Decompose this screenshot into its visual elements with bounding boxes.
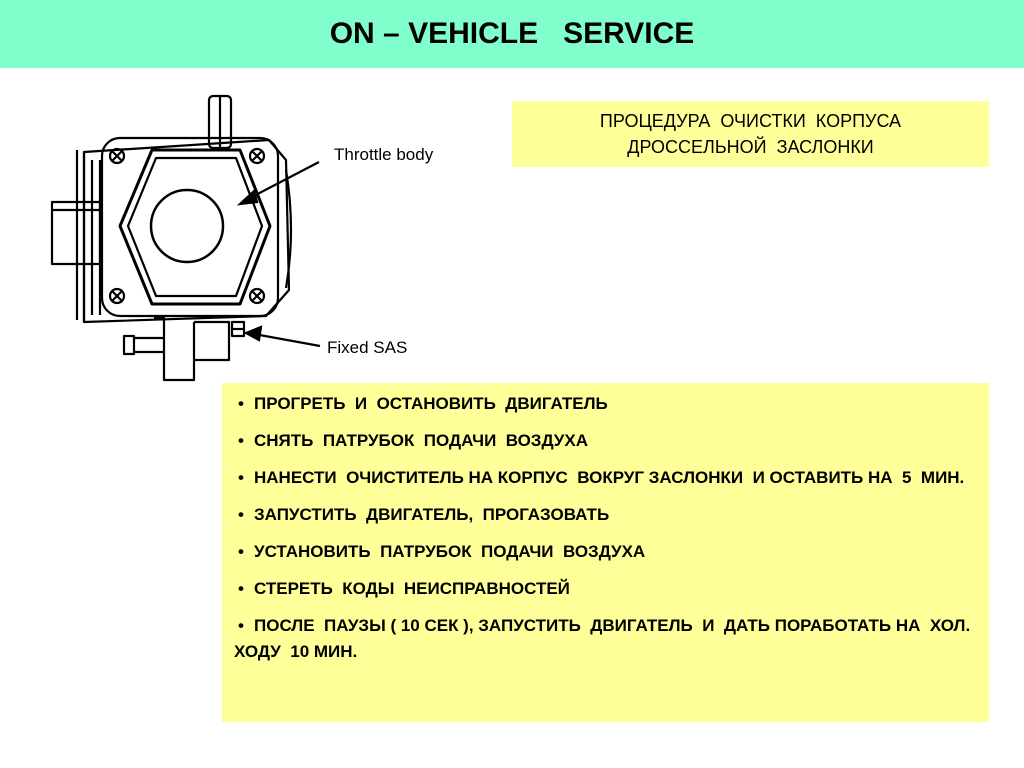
- throttle-body-diagram: [44, 90, 464, 385]
- header-bar: [0, 0, 1024, 68]
- steps-box: [222, 383, 989, 722]
- procedure-title-line-2: ДРОССЕЛЬНОЙ ЗАСЛОНКИ: [627, 137, 874, 157]
- step-text: УСТАНОВИТЬ ПАТРУБОК ПОДАЧИ ВОЗДУХА: [254, 542, 646, 561]
- bullet-icon: •: [238, 542, 244, 561]
- step-item: [234, 428, 977, 454]
- procedure-title-box: [512, 101, 989, 167]
- bullet-icon: •: [238, 431, 244, 450]
- step-item: [234, 465, 977, 491]
- throttle-body-drawing: [44, 90, 464, 385]
- step-text: ПОСЛЕ ПАУЗЫ ( 10 СЕК ), ЗАПУСТИТЬ ДВИГАТЕЛЬ И ДАТЬ ПОРАБОТАТЬ НА ХОЛ. ХОДУ 10 МИН.: [234, 616, 975, 661]
- step-text: ПРОГРЕТЬ И ОСТАНОВИТЬ ДВИГАТЕЛЬ: [254, 394, 608, 413]
- procedure-title-line-1: ПРОЦЕДУРА ОЧИСТКИ КОРПУСА: [599, 111, 902, 131]
- step-item: [234, 576, 977, 602]
- step-item: [234, 391, 977, 417]
- step-text: СНЯТЬ ПАТРУБОК ПОДАЧИ ВОЗДУХА: [254, 431, 588, 450]
- throttle-body-label: Throttle body: [334, 145, 434, 164]
- bullet-icon: •: [238, 616, 244, 635]
- step-text: ЗАПУСТИТЬ ДВИГАТЕЛЬ, ПРОГАЗОВАТЬ: [254, 505, 610, 524]
- step-item: [234, 613, 977, 665]
- bullet-icon: •: [238, 579, 244, 598]
- step-item: [234, 502, 977, 528]
- bullet-icon: •: [238, 468, 244, 487]
- step-text: СТЕРЕТЬ КОДЫ НЕИСПРАВНОСТЕЙ: [254, 579, 570, 598]
- fixed-sas-label: Fixed SAS: [327, 338, 408, 357]
- page-title: ON – VEHICLE SERVICE: [329, 17, 695, 50]
- step-text: НАНЕСТИ ОЧИСТИТЕЛЬ НА КОРПУС ВОКРУГ ЗАСЛОНКИ И ОСТАВИТЬ НА 5 МИН.: [254, 468, 965, 487]
- bullet-icon: •: [238, 505, 244, 524]
- step-item: [234, 539, 977, 565]
- bullet-icon: •: [238, 394, 244, 413]
